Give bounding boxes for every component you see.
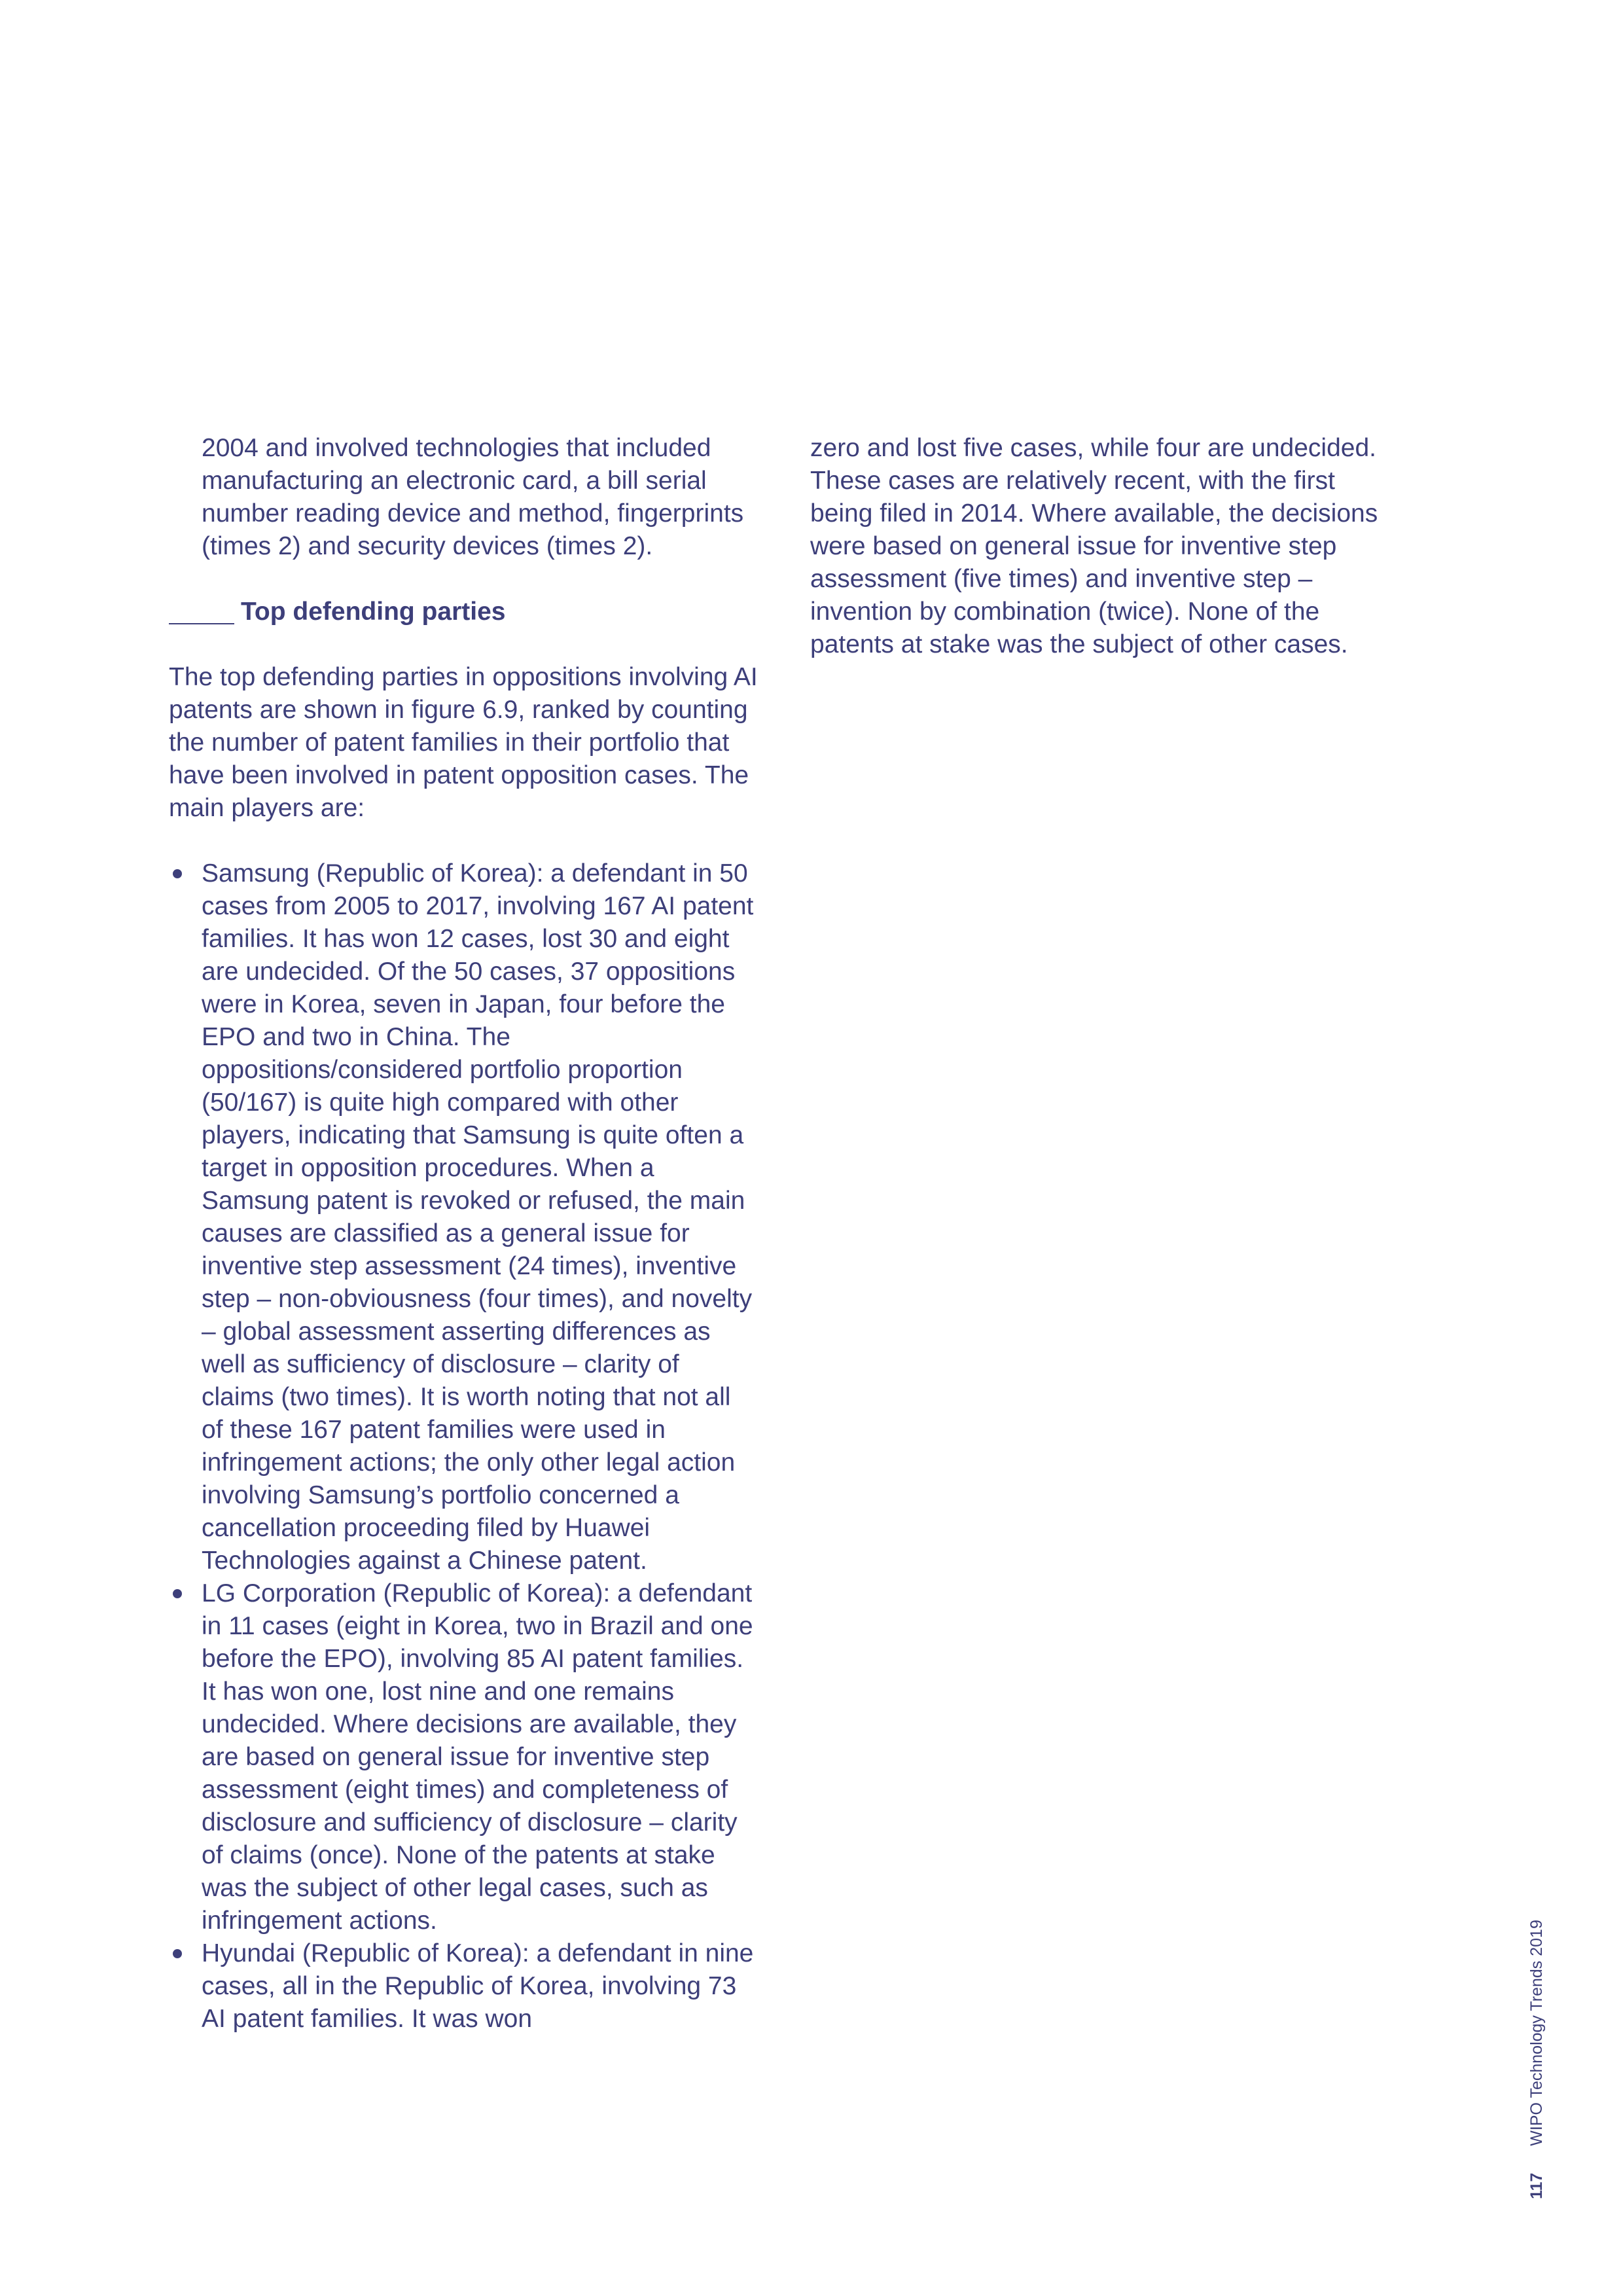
list-item-text: Hyundai (Republic of Korea): a defendant in nine cases, all in the Republic of Korea, involving 73 AI patent families. It was won [202, 1939, 754, 2033]
list-item-text: Samsung (Republic of Korea): a defendant in 50 cases from 2005 to 2017, involving 167 AI patent families. It has won 12 cases, lost 30 and eight are undecided. Of the 50 cases, 37 oppositions were in Korea, seven in Japan, four before the EPO and two in China. The oppositions/considered portfolio proportion (50/167) is quite high compared with other players, indicating that Samsung is quite often a target in opposition procedures. When a Samsung patent is revoked or refused, the main causes are classified as a general issue for inventive step assessment (24 times), inventive step – non-obviousness (four times), and novelty – global assessment asserting differences as well as sufficiency of disclosure – clarity of claims (two times). It is worth noting that not all of these 167 patent families were used in infringement actions; the only other legal action involving Samsung’s portfolio concerned a cancellation proceeding filed by Huawei Technologies against a Chinese patent. [202, 859, 754, 1575]
defending-parties-list [169, 857, 758, 2036]
list-item-text: LG Corporation (Republic of Korea): a defendant in 11 cases (eight in Korea, two in Brazil and one before the EPO), involving 85 AI patent families. It has won one, lost nine and one remains undecided. Where decisions are available, they are based on general issue for inventive step assessment (eight times) and completeness of disclosure and sufficiency of disclosure – clarity of claims (once). None of the patents at stake was the subject of other legal cases, such as infringement actions. [202, 1579, 753, 1935]
bullet-icon [173, 1949, 182, 1958]
right-column-paragraph: zero and lost five cases, while four are undecided. These cases are relatively recent, with the first being filed in 2014. Where available, the decisions were based on general issue for inventive step assessment (five times) and inventive step – invention by combination (twice). None of the patents at stake was the subject of other cases. [810, 434, 1378, 658]
page-number: 117 [1527, 2172, 1546, 2199]
heading-rule [169, 623, 234, 624]
section-heading [169, 596, 758, 628]
list-item-hyundai [169, 1937, 758, 2036]
section-heading-text: Top defending parties [241, 598, 506, 626]
running-footer [1525, 1859, 1564, 2199]
list-item-samsung [169, 857, 758, 1577]
left-column [169, 432, 758, 2036]
list-item-lg [169, 1577, 758, 1937]
bullet-icon [173, 1589, 182, 1598]
right-column [810, 432, 1386, 661]
bullet-icon [173, 869, 182, 878]
intro-paragraph: The top defending parties in oppositions involving AI patents are shown in figure 6.9, ranked by counting the number of patent families in their portfolio that have been involved in patent opposition cases. The main players are: [169, 663, 758, 822]
continuation-paragraph: 2004 and involved technologies that included manufacturing an electronic card, a bill serial number reading device and method, fingerprints (times 2) and security devices (times 2). [202, 434, 744, 560]
publication-title: WIPO Technology Trends 2019 [1527, 1920, 1546, 2146]
